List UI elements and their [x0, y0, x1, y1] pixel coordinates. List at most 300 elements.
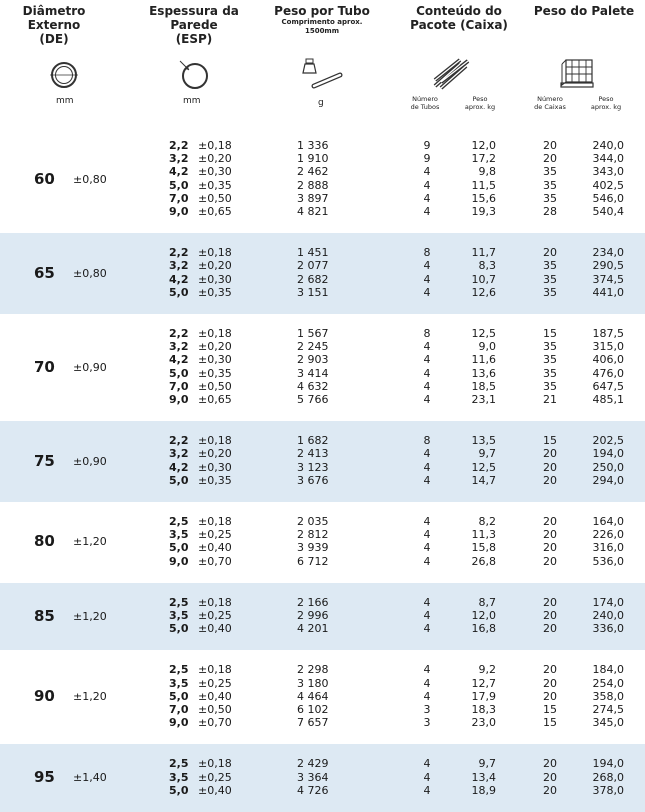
header-de [8, 4, 100, 46]
esp-value: 7,0 [169, 191, 189, 205]
peso-value: 2 413 [297, 447, 329, 461]
peso-value: 7 657 [297, 716, 329, 730]
esp-tolerance: ±0,18 [198, 246, 232, 260]
esp-value: 2,2 [169, 327, 189, 340]
header-de-unit: mm [56, 96, 74, 106]
esp-tolerance: ±0,18 [198, 663, 232, 677]
num-tubos: 4 [423, 473, 431, 487]
esp-value: 2,2 [169, 246, 189, 260]
peso-value: 5 766 [297, 393, 329, 406]
de-tolerance: ±1,40 [73, 771, 107, 785]
peso-pacote: 9,0 [478, 340, 496, 354]
num-tubos: 4 [423, 191, 431, 205]
de-value: 90 [34, 687, 55, 706]
header-de-title: Diâmetro Externo (DE) [22, 4, 86, 46]
num-caixas: 20 [543, 783, 557, 797]
num-tubos: 3 [423, 716, 431, 730]
num-caixas: 20 [543, 676, 557, 690]
esp-tolerance: ±0,50 [198, 702, 232, 716]
peso-palete: 174,0 [592, 595, 624, 609]
num-caixas: 20 [543, 528, 557, 542]
esp-tolerance: ±0,20 [198, 340, 232, 354]
peso-palete: 184,0 [592, 663, 624, 677]
esp-tolerance: ±0,40 [198, 689, 232, 703]
header-palete-sub2: Peso aprox. kg [590, 95, 622, 111]
peso-pacote: 15,6 [471, 191, 496, 205]
peso-palete: 164,0 [592, 515, 624, 528]
num-caixas: 35 [543, 165, 557, 179]
table-row [0, 596, 645, 609]
esp-tolerance: ±0,18 [198, 327, 232, 340]
peso-pacote: 12,5 [471, 460, 496, 474]
de-tolerance: ±0,90 [73, 454, 107, 468]
peso-pacote: 11,5 [471, 178, 496, 192]
esp-tolerance: ±0,25 [198, 676, 232, 690]
esp-tolerance: ±0,18 [198, 595, 232, 609]
peso-palete: 187,5 [592, 327, 624, 340]
peso-palete: 374,5 [592, 272, 624, 286]
num-caixas: 35 [543, 285, 557, 299]
wall-thickness-icon [176, 58, 212, 90]
peso-value: 1 567 [297, 327, 329, 340]
peso-pacote: 11,6 [471, 353, 496, 367]
esp-value: 3,5 [169, 528, 189, 542]
table-row [0, 152, 645, 165]
peso-pacote: 8,7 [478, 595, 496, 609]
table-row [0, 716, 645, 729]
esp-tolerance: ±0,40 [198, 541, 232, 555]
esp-value: 3,2 [169, 259, 189, 273]
esp-tolerance: ±0,20 [198, 152, 232, 166]
num-caixas: 20 [543, 689, 557, 703]
num-caixas: 15 [543, 327, 557, 340]
esp-tolerance: ±0,30 [198, 272, 232, 286]
peso-pacote: 10,7 [471, 272, 496, 286]
peso-value: 4 632 [297, 379, 329, 393]
diameter-group-70 [0, 314, 645, 421]
num-tubos: 4 [423, 770, 431, 784]
table-row [0, 663, 645, 676]
peso-palete: 268,0 [592, 770, 624, 784]
header-palete [528, 4, 640, 18]
esp-value: 4,2 [169, 165, 189, 179]
table-row [0, 273, 645, 286]
esp-tolerance: ±0,35 [198, 285, 232, 299]
esp-tolerance: ±0,25 [198, 528, 232, 542]
num-caixas: 20 [543, 152, 557, 166]
header-conteudo-sub2: Peso aprox. kg [464, 95, 496, 111]
num-caixas: 20 [543, 595, 557, 609]
num-tubos: 8 [423, 327, 431, 340]
num-caixas: 20 [543, 663, 557, 677]
num-caixas: 35 [543, 178, 557, 192]
peso-pacote: 18,3 [471, 702, 496, 716]
peso-pacote: 9,2 [478, 663, 496, 677]
peso-pacote: 15,8 [471, 541, 496, 555]
peso-pacote: 9,7 [478, 447, 496, 461]
peso-pacote: 12,0 [471, 139, 496, 152]
esp-tolerance: ±0,35 [198, 473, 232, 487]
peso-value: 3 364 [297, 770, 329, 784]
peso-pacote: 17,2 [471, 152, 496, 166]
de-tolerance: ±0,80 [73, 266, 107, 280]
peso-value: 3 151 [297, 285, 329, 299]
esp-tolerance: ±0,18 [198, 757, 232, 771]
peso-value: 4 201 [297, 622, 329, 636]
de-value: 60 [34, 169, 55, 188]
diameter-group-60 [0, 126, 645, 233]
esp-value: 7,0 [169, 379, 189, 393]
peso-value: 2 462 [297, 165, 329, 179]
diameter-group-65 [0, 233, 645, 314]
num-tubos: 9 [423, 139, 431, 152]
table-row [0, 461, 645, 474]
esp-tolerance: ±0,18 [198, 139, 232, 152]
peso-pacote: 11,3 [471, 528, 496, 542]
num-tubos: 4 [423, 595, 431, 609]
tube-bundle-icon [432, 58, 472, 90]
num-caixas: 35 [543, 259, 557, 273]
num-caixas: 20 [543, 622, 557, 636]
num-tubos: 4 [423, 460, 431, 474]
de-value: 80 [34, 532, 55, 551]
esp-tolerance: ±0,30 [198, 165, 232, 179]
ring-circle-icon [45, 60, 83, 90]
num-tubos: 3 [423, 702, 431, 716]
de-value: 75 [34, 451, 55, 470]
num-caixas: 20 [543, 515, 557, 528]
diameter-group-90 [0, 650, 645, 744]
esp-tolerance: ±0,30 [198, 460, 232, 474]
num-tubos: 4 [423, 165, 431, 179]
peso-palete: 476,0 [592, 366, 624, 380]
table-row [0, 541, 645, 554]
num-caixas: 20 [543, 541, 557, 555]
num-tubos: 4 [423, 608, 431, 622]
table-row [0, 606, 645, 625]
peso-value: 2 996 [297, 608, 329, 622]
esp-value: 2,5 [169, 663, 189, 677]
num-tubos: 4 [423, 689, 431, 703]
num-caixas: 35 [543, 191, 557, 205]
esp-value: 3,2 [169, 152, 189, 166]
diameter-group-85 [0, 583, 645, 651]
esp-value: 4,2 [169, 353, 189, 367]
esp-tolerance: ±0,50 [198, 191, 232, 205]
header-peso-title: Peso por Tubo [274, 4, 370, 18]
esp-value: 9,0 [169, 393, 189, 406]
num-tubos: 4 [423, 528, 431, 542]
esp-tolerance: ±0,65 [198, 205, 232, 218]
table-row [0, 353, 645, 366]
num-tubos: 8 [423, 246, 431, 260]
num-caixas: 20 [543, 139, 557, 152]
num-caixas: 28 [543, 205, 557, 218]
table-row [0, 768, 645, 787]
peso-pacote: 23,0 [471, 716, 496, 730]
peso-pacote: 9,7 [478, 757, 496, 771]
table-row [0, 259, 645, 272]
num-caixas: 35 [543, 353, 557, 367]
peso-palete: 226,0 [592, 528, 624, 542]
table-row [0, 246, 645, 259]
peso-palete: 441,0 [592, 285, 624, 299]
num-caixas: 20 [543, 770, 557, 784]
peso-pacote: 11,7 [471, 246, 496, 260]
esp-tolerance: ±0,40 [198, 622, 232, 636]
peso-palete: 290,5 [592, 259, 624, 273]
table-row [0, 528, 645, 541]
num-tubos: 4 [423, 379, 431, 393]
table-row [0, 447, 645, 460]
peso-palete: 234,0 [592, 246, 624, 260]
num-tubos: 4 [423, 515, 431, 528]
esp-value: 5,0 [169, 285, 189, 299]
num-caixas: 20 [543, 757, 557, 771]
esp-tolerance: ±0,40 [198, 783, 232, 797]
table-row [0, 784, 645, 797]
esp-value: 3,5 [169, 608, 189, 622]
table-row [0, 327, 645, 340]
peso-palete: 546,0 [592, 191, 624, 205]
peso-palete: 402,5 [592, 178, 624, 192]
weight-tube-icon [300, 56, 344, 90]
table-row [0, 179, 645, 192]
peso-value: 3 123 [297, 460, 329, 474]
peso-pacote: 12,5 [471, 327, 496, 340]
table-row [0, 192, 645, 205]
esp-value: 5,0 [169, 473, 189, 487]
peso-pacote: 13,6 [471, 366, 496, 380]
peso-palete: 336,0 [592, 622, 624, 636]
table-row [0, 687, 645, 706]
peso-palete: 406,0 [592, 353, 624, 367]
peso-value: 2 035 [297, 515, 329, 528]
peso-pacote: 13,4 [471, 770, 496, 784]
peso-value: 2 903 [297, 353, 329, 367]
num-tubos: 4 [423, 554, 431, 568]
num-tubos: 4 [423, 353, 431, 367]
num-caixas: 35 [543, 366, 557, 380]
peso-value: 2 429 [297, 757, 329, 771]
num-tubos: 4 [423, 676, 431, 690]
peso-value: 3 414 [297, 366, 329, 380]
esp-tolerance: ±0,50 [198, 379, 232, 393]
peso-value: 1 451 [297, 246, 329, 260]
table-row [0, 703, 645, 716]
peso-pacote: 16,8 [471, 622, 496, 636]
esp-tolerance: ±0,30 [198, 353, 232, 367]
table-row [0, 393, 645, 406]
peso-palete: 647,5 [592, 379, 624, 393]
diameter-group-80 [0, 502, 645, 583]
num-tubos: 4 [423, 285, 431, 299]
peso-palete: 274,5 [592, 702, 624, 716]
table-row [0, 205, 645, 218]
table-row [0, 434, 645, 447]
esp-value: 2,2 [169, 139, 189, 152]
num-caixas: 35 [543, 379, 557, 393]
table-row [0, 622, 645, 635]
peso-value: 2 812 [297, 528, 329, 542]
peso-value: 4 464 [297, 689, 329, 703]
table-row [0, 555, 645, 568]
esp-tolerance: ±0,65 [198, 393, 232, 406]
header-esp-unit: mm [183, 96, 201, 106]
table-row [0, 165, 645, 178]
table-row [0, 757, 645, 770]
peso-palete: 316,0 [592, 541, 624, 555]
num-tubos: 4 [423, 622, 431, 636]
table-row [0, 340, 645, 353]
num-caixas: 20 [543, 246, 557, 260]
header-esp [132, 4, 256, 46]
num-tubos: 9 [423, 152, 431, 166]
num-tubos: 8 [423, 434, 431, 448]
peso-palete: 343,0 [592, 165, 624, 179]
esp-tolerance: ±0,35 [198, 178, 232, 192]
peso-pacote: 12,7 [471, 676, 496, 690]
esp-value: 2,2 [169, 434, 189, 448]
esp-value: 3,2 [169, 340, 189, 354]
header-peso-sub: Comprimento aprox. 1500mm [281, 18, 363, 35]
num-caixas: 35 [543, 272, 557, 286]
num-tubos: 4 [423, 541, 431, 555]
table-header [0, 0, 645, 126]
esp-tolerance: ±0,35 [198, 366, 232, 380]
peso-palete: 536,0 [592, 554, 624, 568]
peso-value: 2 245 [297, 340, 329, 354]
peso-palete: 358,0 [592, 689, 624, 703]
peso-palete: 240,0 [592, 139, 624, 152]
num-tubos: 4 [423, 259, 431, 273]
de-tolerance: ±1,20 [73, 535, 107, 549]
peso-pacote: 8,3 [478, 259, 496, 273]
table-row [0, 515, 645, 528]
peso-value: 2 888 [297, 178, 329, 192]
de-value: 85 [34, 606, 55, 625]
table-row [0, 139, 645, 152]
diameter-group-95 [0, 744, 645, 812]
peso-value: 1 682 [297, 434, 329, 448]
num-caixas: 15 [543, 716, 557, 730]
esp-value: 9,0 [169, 554, 189, 568]
esp-value: 3,2 [169, 447, 189, 461]
diameter-group-75 [0, 421, 645, 502]
esp-value: 3,5 [169, 676, 189, 690]
peso-value: 6 102 [297, 702, 329, 716]
esp-value: 2,5 [169, 515, 189, 528]
header-conteudo-title: Conteúdo do Pacote (Caixa) [410, 4, 508, 32]
peso-palete: 378,0 [592, 783, 624, 797]
num-tubos: 4 [423, 663, 431, 677]
table-row [0, 677, 645, 690]
de-tolerance: ±0,90 [73, 360, 107, 374]
peso-value: 2 166 [297, 595, 329, 609]
peso-pacote: 9,8 [478, 165, 496, 179]
peso-pacote: 23,1 [471, 393, 496, 406]
pallet-icon [558, 56, 598, 90]
peso-value: 4 726 [297, 783, 329, 797]
num-caixas: 21 [543, 393, 557, 406]
num-caixas: 15 [543, 702, 557, 716]
esp-value: 9,0 [169, 205, 189, 218]
peso-pacote: 19,3 [471, 205, 496, 218]
num-tubos: 4 [423, 272, 431, 286]
de-tolerance: ±1,20 [73, 690, 107, 704]
peso-palete: 344,0 [592, 152, 624, 166]
header-peso [270, 4, 374, 36]
esp-value: 2,5 [169, 757, 189, 771]
peso-value: 2 298 [297, 663, 329, 677]
esp-value: 2,5 [169, 595, 189, 609]
esp-value: 4,2 [169, 272, 189, 286]
num-tubos: 4 [423, 340, 431, 354]
header-esp-title: Espessura da Parede (ESP) [149, 4, 239, 46]
peso-palete: 254,0 [592, 676, 624, 690]
peso-pacote: 12,0 [471, 608, 496, 622]
de-value: 70 [34, 357, 55, 376]
esp-value: 5,0 [169, 689, 189, 703]
esp-tolerance: ±0,25 [198, 608, 232, 622]
esp-value: 5,0 [169, 622, 189, 636]
peso-value: 2 077 [297, 259, 329, 273]
peso-pacote: 13,5 [471, 434, 496, 448]
peso-pacote: 17,9 [471, 689, 496, 703]
peso-value: 3 939 [297, 541, 329, 555]
peso-value: 4 821 [297, 205, 329, 218]
esp-tolerance: ±0,70 [198, 554, 232, 568]
num-caixas: 20 [543, 554, 557, 568]
esp-tolerance: ±0,20 [198, 447, 232, 461]
num-caixas: 15 [543, 434, 557, 448]
table-row [0, 367, 645, 380]
peso-value: 3 897 [297, 191, 329, 205]
esp-tolerance: ±0,20 [198, 259, 232, 273]
peso-pacote: 14,7 [471, 473, 496, 487]
num-tubos: 4 [423, 447, 431, 461]
peso-palete: 250,0 [592, 460, 624, 474]
peso-pacote: 18,9 [471, 783, 496, 797]
peso-pacote: 8,2 [478, 515, 496, 528]
esp-tolerance: ±0,70 [198, 716, 232, 730]
peso-pacote: 26,8 [471, 554, 496, 568]
esp-value: 5,0 [169, 366, 189, 380]
peso-palete: 194,0 [592, 757, 624, 771]
peso-palete: 240,0 [592, 608, 624, 622]
peso-value: 6 712 [297, 554, 329, 568]
num-caixas: 20 [543, 608, 557, 622]
num-tubos: 4 [423, 783, 431, 797]
num-tubos: 4 [423, 757, 431, 771]
esp-tolerance: ±0,18 [198, 515, 232, 528]
esp-value: 4,2 [169, 460, 189, 474]
peso-value: 3 180 [297, 676, 329, 690]
peso-value: 1 910 [297, 152, 329, 166]
esp-tolerance: ±0,25 [198, 770, 232, 784]
esp-value: 7,0 [169, 702, 189, 716]
peso-value: 2 682 [297, 272, 329, 286]
peso-palete: 540,4 [592, 205, 624, 218]
esp-value: 5,0 [169, 178, 189, 192]
header-conteudo [404, 4, 514, 32]
esp-value: 5,0 [169, 783, 189, 797]
num-tubos: 4 [423, 393, 431, 406]
esp-tolerance: ±0,18 [198, 434, 232, 448]
table-row [0, 286, 645, 299]
peso-pacote: 18,5 [471, 379, 496, 393]
de-tolerance: ±0,80 [73, 172, 107, 186]
